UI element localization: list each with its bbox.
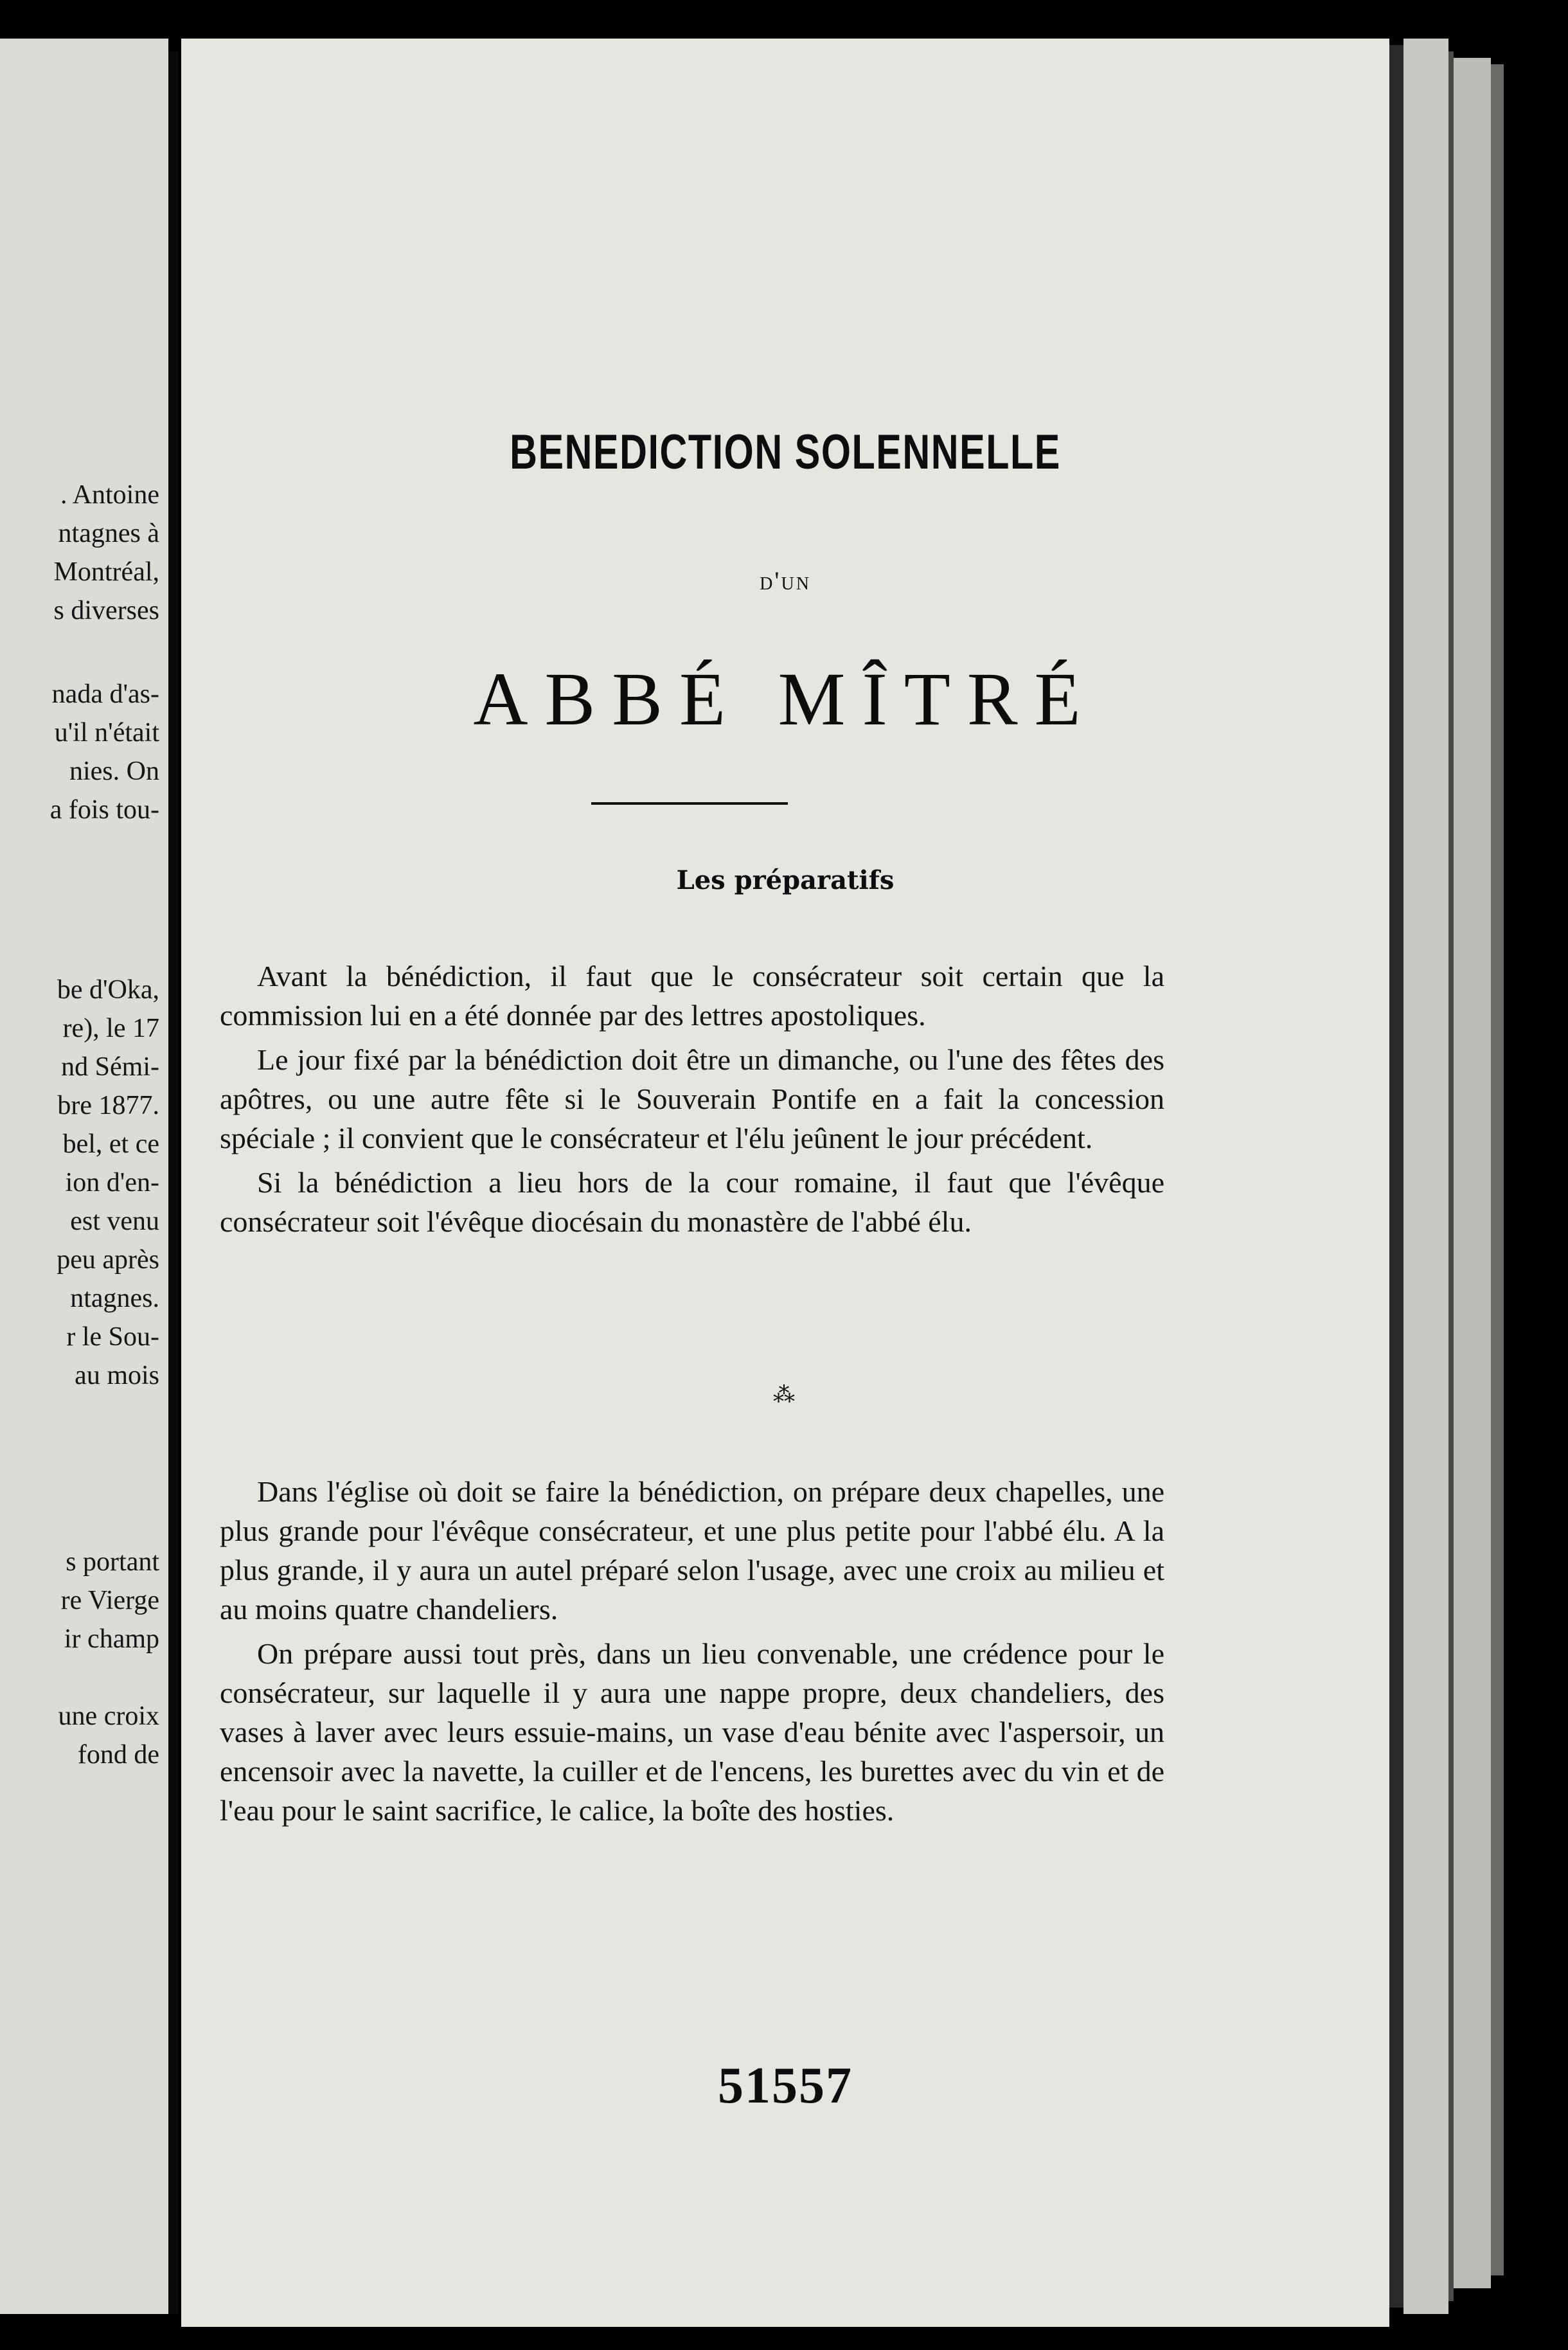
left-line: be d'Oka, (57, 975, 159, 1005)
section-heading: Les préparatifs (676, 865, 895, 895)
left-line: s diverses (53, 596, 159, 625)
paragraph: On prépare aussi tout près, dans un lieu convenable, une crédence pour le consécrateur, sur laquelle il y aura une nappe propre, deux chandeliers, des vases à laver avec leurs essuie-mains, un vase d'eau bénite avec l'aspersoir, un encensoir avec la navette, la cuiller et de l'encens, les burettes avec du vin et de l'eau pour le saint sacrifice, le calice, la boîte des hosties. (220, 1637, 1164, 1827)
page-edge (1454, 58, 1491, 2288)
left-line: est venu (70, 1206, 159, 1236)
left-line: au mois (75, 1361, 159, 1390)
paragraph: Si la bénédiction a lieu hors de la cour romaine, il faut que l'évêque consécrateur soit l'évêque diocésain du monastère de l'abbé élu. (220, 1166, 1164, 1238)
left-line: ntagnes à (58, 519, 159, 548)
page-edge (1448, 51, 1454, 2301)
gutter-rule (168, 51, 179, 2314)
left-line: re Vierge (60, 1586, 159, 1615)
page-subtitle: d'un (760, 566, 811, 595)
page-number: 51557 (718, 2058, 853, 2114)
page-main-title: ABBÉ MÎTRÉ (473, 657, 1098, 741)
left-line: fond de (77, 1740, 159, 1770)
left-line: bel, et ce (62, 1129, 159, 1159)
left-line: . Antoine (60, 480, 159, 510)
left-line: r le Sou- (66, 1322, 159, 1352)
left-line: s portant (66, 1547, 159, 1577)
paragraph: Avant la bénédiction, il faut que le consécrateur soit certain que la commission lui en a été donnée par des lettres apostoliques. (220, 960, 1164, 1032)
left-line: nada d'as- (51, 679, 159, 709)
paragraph: Dans l'église où doit se faire la bénédiction, on prépare deux chapelles, une plus grande pour l'évêque consécrateur, et une plus petite pour l'abbé élu. A la plus grande, il y aura un autel préparé selon l'usage, avec une croix au milieu et au moins quatre chandeliers. (220, 1475, 1164, 1626)
left-line: une croix (58, 1701, 159, 1731)
left-line: Montréal, (53, 557, 159, 587)
text-block-2 (220, 1472, 1164, 1835)
left-page-fragment (0, 39, 168, 2314)
left-line: peu après (57, 1245, 159, 1275)
left-line: nd Sémi- (61, 1052, 159, 1082)
left-line: nies. On (69, 757, 159, 786)
text-block-1 (220, 956, 1164, 1246)
left-line: a fois tou- (49, 795, 159, 825)
title-divider (591, 802, 788, 805)
page-edge (1403, 39, 1448, 2314)
left-line: bre 1877. (57, 1091, 159, 1120)
page-edge (1389, 45, 1403, 2308)
left-line: ion d'en- (65, 1168, 159, 1197)
left-line: ntagnes. (70, 1284, 159, 1313)
paragraph: Le jour fixé par la bénédiction doit être un dimanche, ou l'une des fêtes des apôtres, ou une autre fête si le Souverain Pontife en a fait la concession spéciale ; il convient que le consécrateur et l'élu jeûnent le jour précédent. (220, 1043, 1164, 1154)
page-title: BENEDICTION SOLENNELLE (510, 425, 1061, 480)
left-line: re), le 17 (62, 1014, 159, 1043)
left-line: u'il n'était (54, 718, 159, 748)
left-line: ir champ (64, 1624, 159, 1654)
page-edge (1491, 64, 1504, 2275)
asterism-ornament: ⁂ (773, 1382, 797, 1408)
